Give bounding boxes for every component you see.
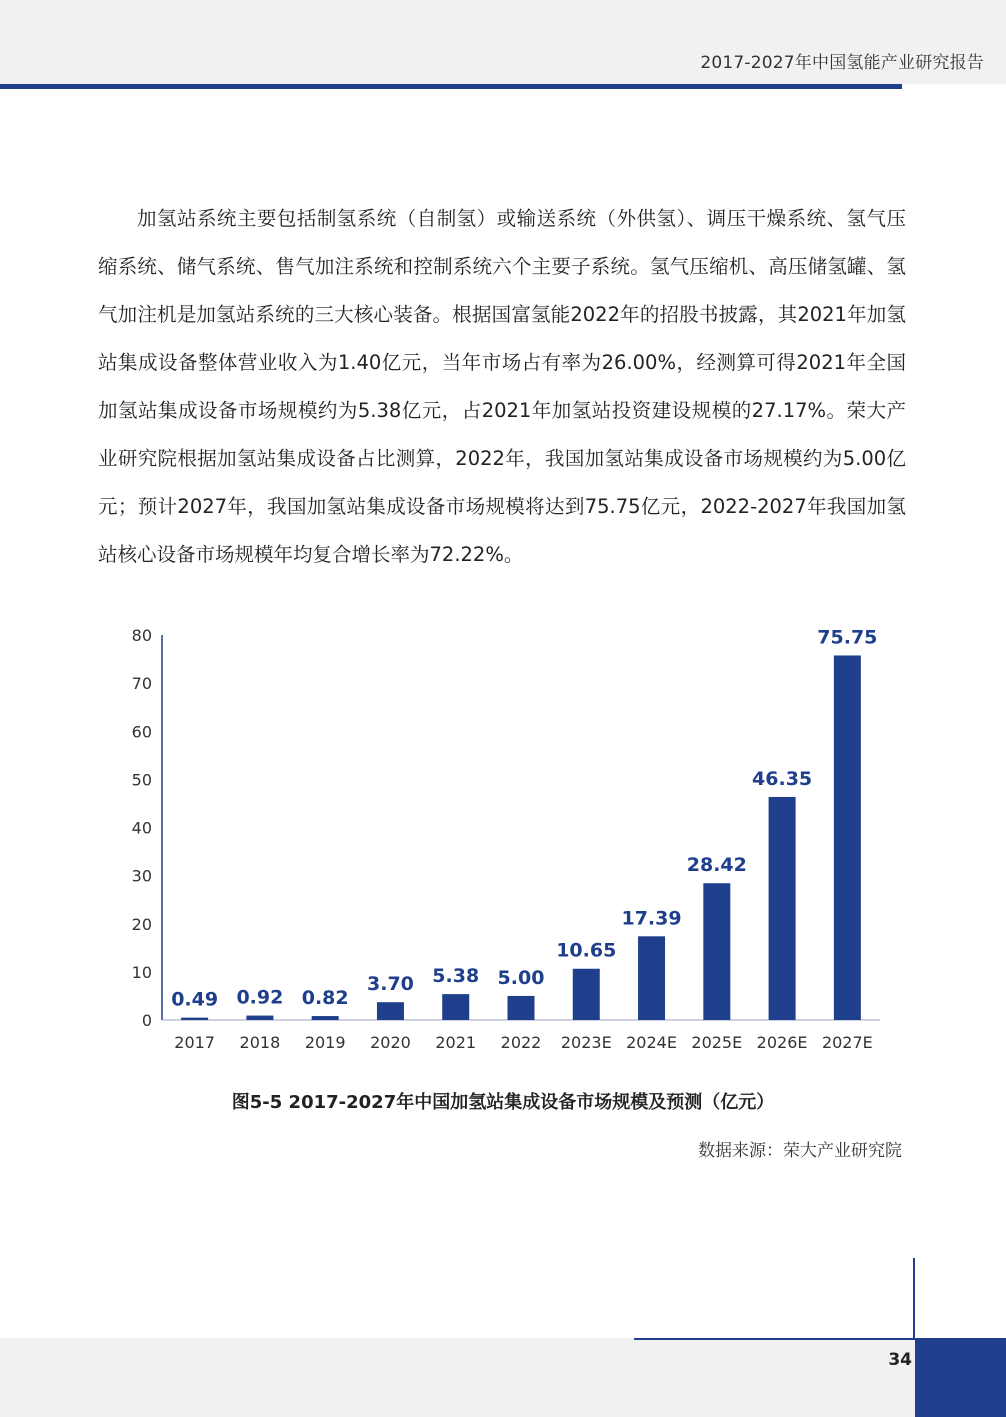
y-tick-label: 10 <box>131 962 152 982</box>
footer-vertical-rule <box>913 1258 915 1340</box>
chart-svg <box>90 605 930 1065</box>
body-text <box>98 195 906 579</box>
y-tick-label: 50 <box>131 770 152 790</box>
figure-caption: 图5-5 2017-2027年中国加氢站集成设备市场规模及预测（亿元） <box>231 1092 775 1113</box>
header-rule <box>0 84 902 89</box>
data-label: 17.39 <box>621 907 682 930</box>
body-paragraph: 加氢站系统主要包括制氢系统（自制氢）或输送系统（外供氢）、调压干燥系统、氢气压缩系统、储气系统、售气加注系统和控制系统六个主要子系统。氢气压缩机、高压储氢罐、氢气加注机是加氢站系统的三大核心装备。根据国富氢能2022年的招股书披露，其2021年加氢站集成设备整体营业收入为1.40亿元，当年市场占有率为26.00%，经测算可得2021年全国加氢站集成设备市场规模约为5.38亿元，占2021年加氢站投资建设规模的27.17%。荣大产业研究院根据加氢站集成设备占比测算，2022年，我国加氢站集成设备市场规模约为5.00亿元；预计2027年，我国加氢站集成设备市场规模将达到75.75亿元，2022-2027年我国加氢站核心设备市场规模年均复合增长率为72.22%。 <box>98 207 906 566</box>
y-tick-label: 0 <box>141 1011 152 1030</box>
x-tick-label: 2020 <box>370 1033 411 1052</box>
x-tick-label: 2017 <box>174 1033 215 1052</box>
y-tick-label: 80 <box>131 626 152 645</box>
page-number: 34 <box>888 1350 912 1370</box>
data-label: 3.70 <box>367 973 414 996</box>
bar <box>442 994 469 1020</box>
x-tick-label: 2024E <box>626 1033 677 1052</box>
footer-band <box>0 1338 1006 1417</box>
bar <box>508 996 535 1020</box>
bar <box>703 883 730 1020</box>
data-label: 28.42 <box>686 854 747 877</box>
x-tick-label: 2026E <box>756 1033 808 1052</box>
x-tick-label: 2023E <box>560 1033 612 1052</box>
bar <box>312 1016 339 1020</box>
footer-block <box>915 1338 1006 1417</box>
x-tick-label: 2027E <box>821 1033 873 1052</box>
y-tick-label: 70 <box>131 674 152 694</box>
bar <box>834 655 861 1020</box>
data-label: 5.00 <box>497 966 545 989</box>
data-label: 46.35 <box>752 767 813 790</box>
bar-chart <box>90 605 930 1065</box>
bar <box>246 1016 273 1020</box>
x-tick-label: 2025E <box>691 1033 743 1052</box>
bar <box>377 1002 404 1020</box>
bar <box>638 936 665 1020</box>
bar <box>181 1018 208 1020</box>
data-source: 数据来源：荣大产业研究院 <box>698 1141 902 1161</box>
data-label: 10.65 <box>556 939 617 962</box>
data-label: 0.82 <box>301 987 349 1010</box>
data-label: 75.75 <box>817 626 878 649</box>
y-tick-label: 30 <box>131 866 152 886</box>
x-tick-label: 2019 <box>304 1033 346 1052</box>
x-tick-label: 2021 <box>435 1033 477 1052</box>
x-tick-label: 2022 <box>500 1033 542 1052</box>
report-title: 2017-2027年中国氢能产业研究报告 <box>700 53 984 73</box>
y-tick-label: 60 <box>131 722 152 742</box>
x-tick-label: 2018 <box>239 1033 281 1052</box>
bar <box>769 797 796 1020</box>
data-label: 5.38 <box>432 965 480 988</box>
y-tick-label: 40 <box>131 818 152 838</box>
y-tick-label: 20 <box>131 914 152 934</box>
data-label: 0.49 <box>171 988 219 1011</box>
data-label: 0.92 <box>236 986 284 1009</box>
bar <box>573 969 600 1020</box>
footer-horizontal-rule <box>634 1338 914 1340</box>
